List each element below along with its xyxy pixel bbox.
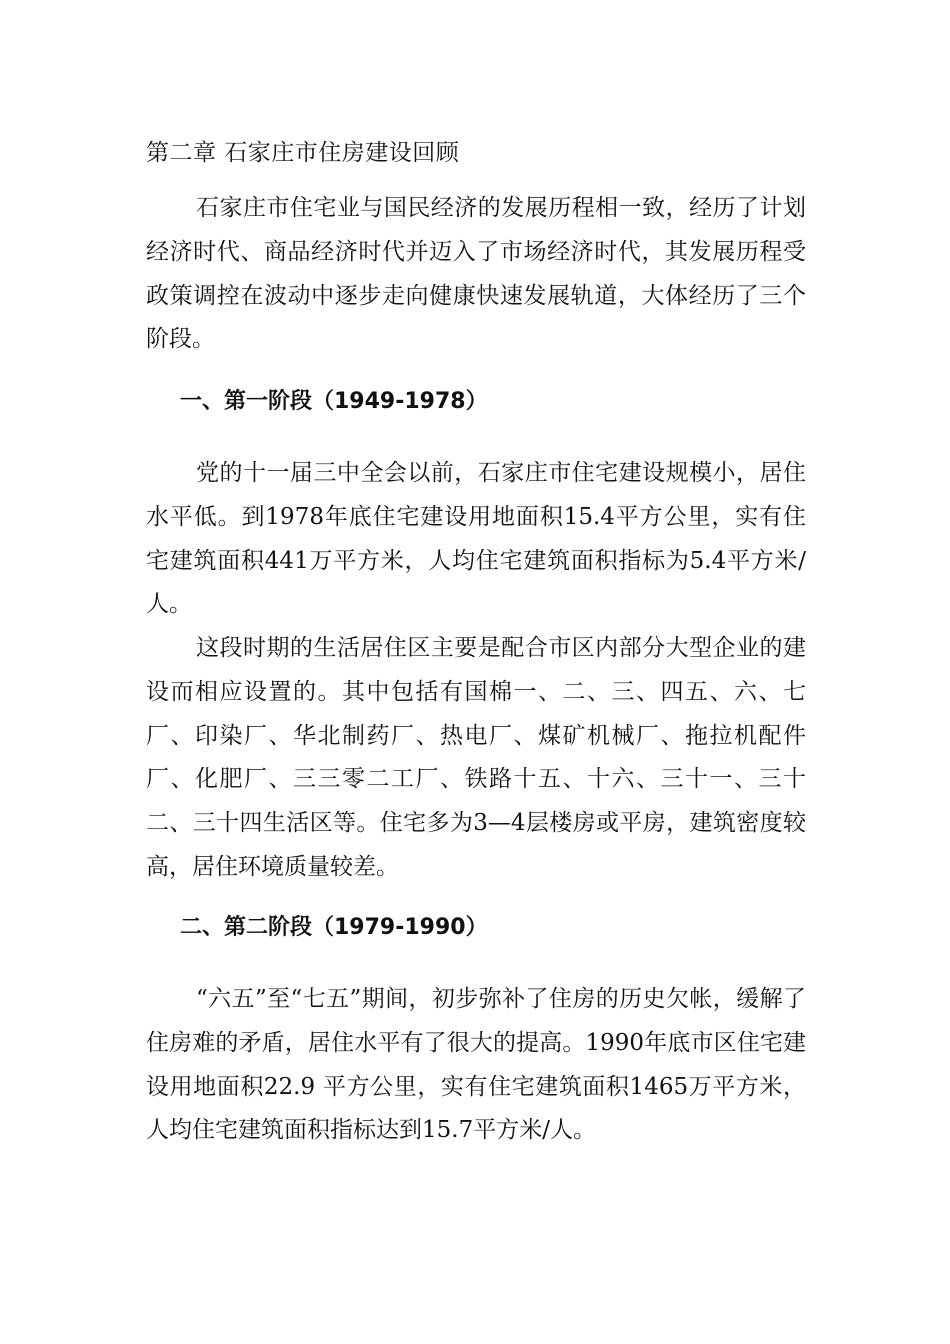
section-1-paragraph-2: 这段时期的生活居住区主要是配合市区内部分大型企业的建设而相应设置的。其中包括有国棉一、二、三、四五、六、七厂、印染厂、华北制药厂、热电厂、煤矿机械厂、拖拉机配件厂、化肥厂、三三零二工厂、铁路十五、十六、三十一、三十二、三十四生活区等。住宅多为3—4层楼房或平房，建筑密度较高，居住环境质量较差。 — [146, 635, 806, 880]
section-1-paragraph-1: 党的十一届三中全会以前，石家庄市住宅建设规模小，居住水平低。到1978年底住宅建设用地面积15.4平方公里，实有住宅建筑面积441万平方米，人均住宅建筑面积指标为5.4平方米/人。 — [146, 460, 806, 618]
section-2-paragraph-1: “六五”至“七五”期间，初步弥补了住房的历史欠帐，缓解了住房难的矛盾，居住水平有了很大的提高。1990年底市区住宅建设用地面积22.9 平方公里，实有住宅建筑面积1465万平方米，人均住宅建筑面积指标达到15.7平方米/人。 — [146, 986, 806, 1144]
section-1-title: 一、第一阶段（1949-1978） — [180, 389, 488, 414]
chapter-title: 第二章 石家庄市住房建设回顾 — [146, 140, 460, 166]
section-2-title: 二、第二阶段（1979-1990） — [180, 915, 488, 940]
intro-paragraph: 石家庄市住宅业与国民经济的发展历程相一致，经历了计划经济时代、商品经济时代并迈入了市场经济时代，其发展历程受政策调控在波动中逐步走向健康快速发展轨道，大体经历了三个阶段。 — [146, 195, 806, 353]
